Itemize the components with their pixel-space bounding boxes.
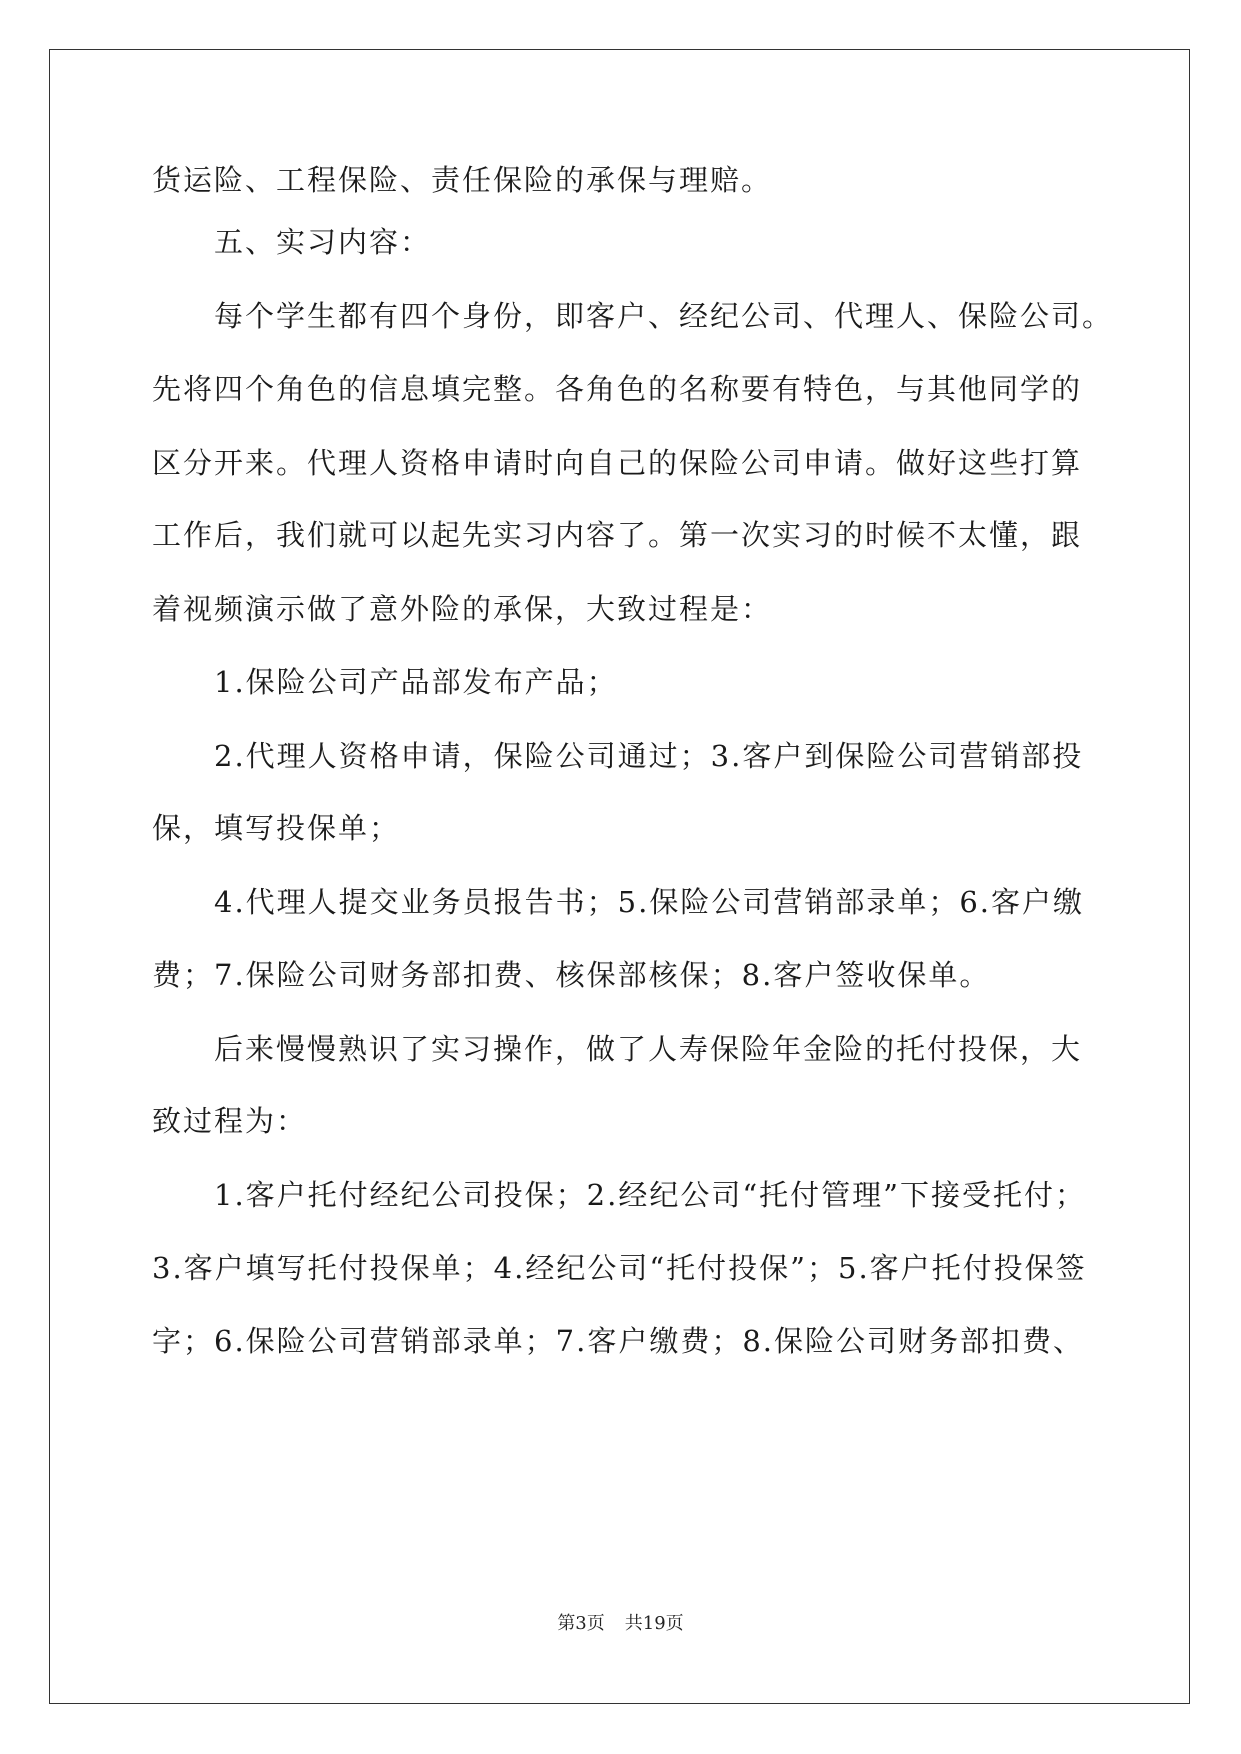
list-item: 1.客户托付经纪公司投保；2.经纪公司“托付管理”下接受托付； bbox=[214, 1178, 1086, 1212]
text-line: 致过程为： bbox=[152, 1104, 308, 1138]
list-item: 4.代理人提交业务员报告书；5.保险公司营销部录单；6.客户缴 bbox=[214, 885, 1085, 919]
page-total: 共19页 bbox=[624, 1613, 684, 1634]
text-line: 先将四个角色的信息填完整。各角色的名称要有特色，与其他同学的 bbox=[152, 372, 1083, 406]
list-item: 2.代理人资格申请，保险公司通过；3.客户到保险公司营销部投 bbox=[214, 739, 1084, 773]
text-line: 工作后，我们就可以起先实习内容了。第一次实习的时候不太懂，跟 bbox=[152, 518, 1083, 552]
list-item: 1.保险公司产品部发布产品； bbox=[214, 665, 618, 699]
section-heading: 五、实习内容： bbox=[214, 225, 432, 259]
page-footer bbox=[0, 1612, 1241, 1636]
page-number: 第3页 bbox=[557, 1613, 605, 1634]
text-line: 每个学生都有四个身份，即客户、经纪公司、代理人、保险公司。 bbox=[214, 299, 1114, 333]
text-line: 3.客户填写托付投保单；4.经纪公司“托付投保”；5.客户托付投保签 bbox=[152, 1251, 1087, 1285]
text-line: 后来慢慢熟识了实习操作，做了人寿保险年金险的托付投保，大 bbox=[214, 1032, 1083, 1066]
text-line: 保，填写投保单； bbox=[152, 811, 401, 845]
text-line: 货运险、工程保险、责任保险的承保与理赔。 bbox=[152, 163, 773, 197]
text-line: 费；7.保险公司财务部扣费、核保部核保；8.客户签收保单。 bbox=[152, 958, 991, 992]
text-line: 区分开来。代理人资格申请时向自己的保险公司申请。做好这些打算 bbox=[152, 446, 1083, 480]
text-line: 字；6.保险公司营销部录单；7.客户缴费；8.保险公司财务部扣费、 bbox=[152, 1324, 1085, 1358]
text-line: 着视频演示做了意外险的承保，大致过程是： bbox=[152, 592, 773, 626]
